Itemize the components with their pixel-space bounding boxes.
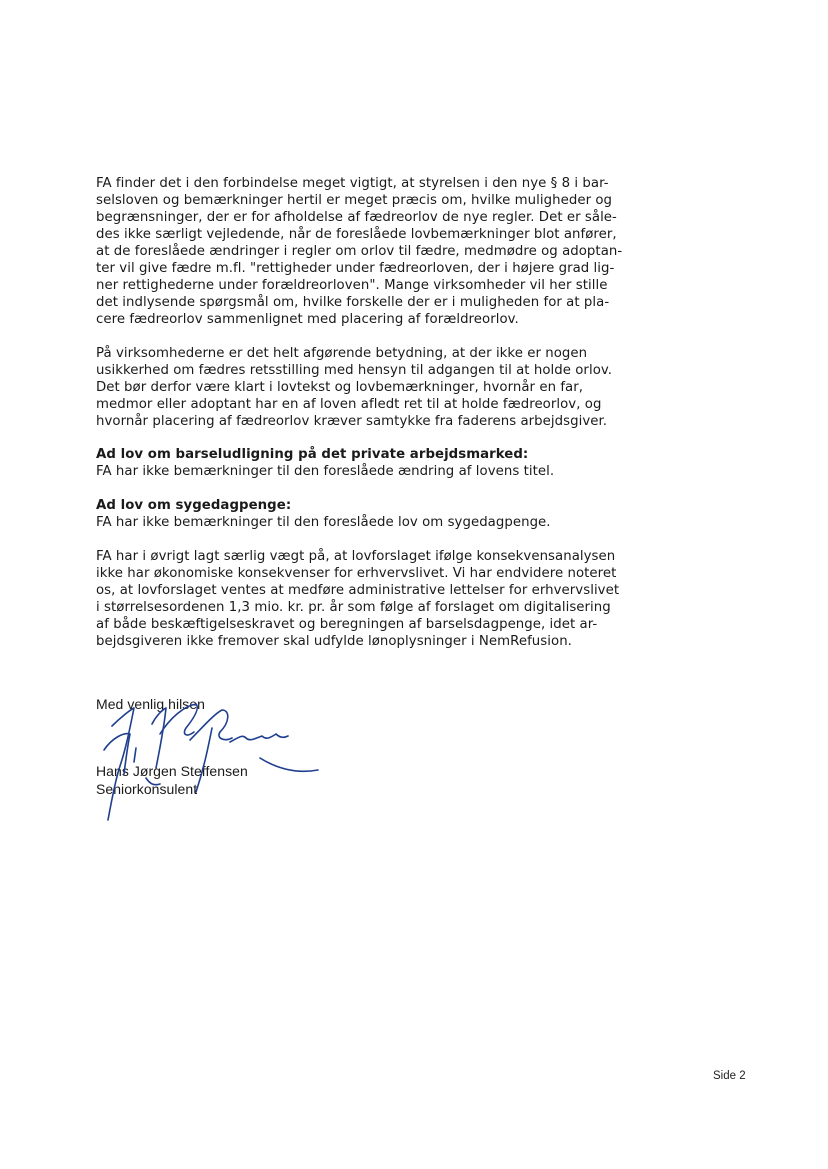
- text-line: hvornår placering af fædreorlov kræver samtykke fra faderens arbejdsgiver.: [96, 414, 608, 429]
- text-line: På virksomhederne er det helt afgørende betydning, at der ikke er nogen: [96, 346, 588, 361]
- section-heading: Ad lov om sygedagpenge:: [96, 498, 292, 513]
- signer-title: Seniorkonsulent: [96, 781, 198, 797]
- text-line: des ikke særligt vejledende, når de foreslåede lovbemærkninger blot anfører,: [96, 227, 617, 242]
- text-line: i størrelsesordenen 1,3 mio. kr. pr. år som følge af forslaget om digitalisering: [96, 600, 611, 615]
- text-line: cere fædreorlov sammenlignet med placering af forældreorlov.: [96, 312, 519, 327]
- signer-name: Hans Jørgen Steffensen: [96, 763, 248, 779]
- section-heading: Ad lov om barseludligning på det private arbejdsmarked:: [96, 447, 529, 462]
- text-line: ikke har økonomiske konsekvenser for erhvervslivet. Vi har endvidere noteret: [96, 566, 617, 581]
- text-line: FA har ikke bemærkninger til den foreslåede ændring af lovens titel.: [96, 464, 555, 479]
- text-line: bejdsgiveren ikke fremover skal udfylde lønoplysninger i NemRefusion.: [96, 634, 572, 649]
- text-line: ter vil give fædre m.fl. "rettigheder under fædreorloven, der i højere grad lig-: [96, 261, 615, 276]
- text-line: af både beskæftigelseskravet og beregningen af barselsdagpenge, idet ar-: [96, 617, 598, 632]
- text-line: FA har i øvrigt lagt særlig vægt på, at lovforslaget ifølge konsekvensanalysen: [96, 549, 616, 564]
- text-line: at de foreslåede ændringer i regler om orlov til fædre, medmødre og adoptan-: [96, 244, 623, 259]
- text-line: ner rettighederne under forældreorloven". Mange virksomheder vil her stille: [96, 278, 608, 293]
- text-line: os, at lovforslaget ventes at medføre administrative lettelser for erhvervslivet: [96, 583, 620, 598]
- text-line: FA finder det i den forbindelse meget vigtigt, at styrelsen i den nye § 8 i bar-: [96, 176, 609, 191]
- handwritten-signature: [90, 688, 330, 828]
- text-line: Det bør derfor være klart i lovtekst og lovbemærkninger, hvornår en far,: [96, 380, 584, 395]
- text-line: begrænsninger, der er for afholdelse af fædreorlov de nye regler. Det er såle-: [96, 210, 617, 225]
- text-line: medmor eller adoptant har en af loven afledt ret til at holde fædreorlov, og: [96, 397, 602, 412]
- text-line: usikkerhed om fædres retsstilling med hensyn til adgangen til at holde orlov.: [96, 363, 613, 378]
- text-line: det indlysende spørgsmål om, hvilke forskelle der er i muligheden for at pla-: [96, 295, 610, 310]
- page-number: Side 2: [713, 1070, 746, 1082]
- greeting: Med venlig hilsen: [96, 696, 206, 712]
- text-line: selsloven og bemærkninger hertil er meget præcis om, hvilke muligheder og: [96, 193, 613, 208]
- text-line: FA har ikke bemærkninger til den foreslåede lov om sygedagpenge.: [96, 515, 551, 530]
